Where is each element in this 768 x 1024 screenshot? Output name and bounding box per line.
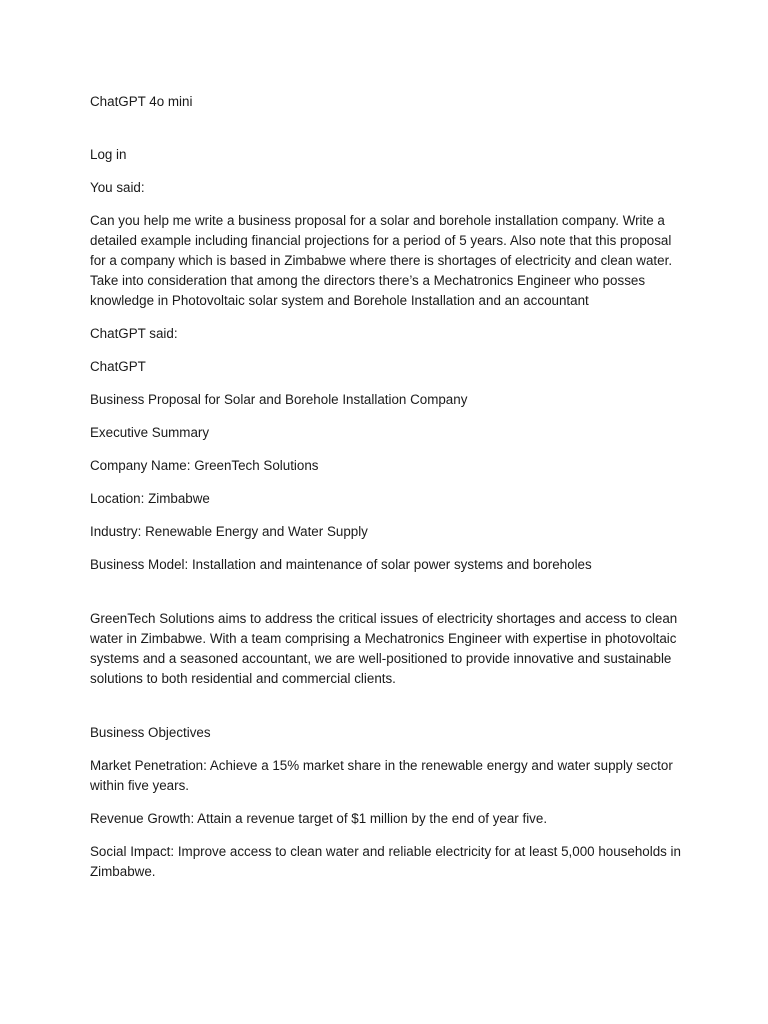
document-body: [90, 92, 682, 895]
executive-summary-heading: Executive Summary: [90, 425, 210, 440]
objective-item: Social Impact: Improve access to clean water and reliable electricity for at least 5,000 households in Zimbabwe.: [90, 844, 681, 879]
user-speaker-label: You said:: [90, 180, 145, 195]
location-line: Location: Zimbabwe: [90, 491, 210, 506]
business-model-line: Business Model: Installation and maintenance of solar power systems and boreholes: [90, 557, 592, 572]
assistant-name: ChatGPT: [90, 359, 146, 374]
objective-item: Market Penetration: Achieve a 15% market share in the renewable energy and water supply sector within five years.: [90, 758, 673, 793]
objective-item: Revenue Growth: Attain a revenue target of $1 million by the end of year five.: [90, 811, 548, 826]
industry-line: Industry: Renewable Energy and Water Supply: [90, 524, 368, 539]
proposal-title: Business Proposal for Solar and Borehole Installation Company: [90, 392, 468, 407]
company-name-line: Company Name: GreenTech Solutions: [90, 458, 319, 473]
user-prompt-paragraph: Can you help me write a business proposal for a solar and borehole installation company. Write a detailed example including financial projections for a period of 5 years. Also note that this proposal for a company which is based in Zimbabwe where there is shortages of electricity and clean water. Take into consideration that among the directors there’s a Mechatronics Engineer who posses knowledge in Photovoltaic solar system and Borehole Installation and an accountant: [90, 213, 673, 308]
header-model-label: ChatGPT 4o mini: [90, 94, 193, 109]
objectives-heading: Business Objectives: [90, 725, 211, 740]
assistant-speaker-label: ChatGPT said:: [90, 326, 178, 341]
login-text: Log in: [90, 147, 127, 162]
summary-paragraph: GreenTech Solutions aims to address the critical issues of electricity shortages and access to clean water in Zimbabwe. With a team comprising a Mechatronics Engineer with expertise in photovoltaic systems and a seasoned accountant, we are well-positioned to provide innovative and sustainable solutions to both residential and commercial clients.: [90, 611, 678, 686]
